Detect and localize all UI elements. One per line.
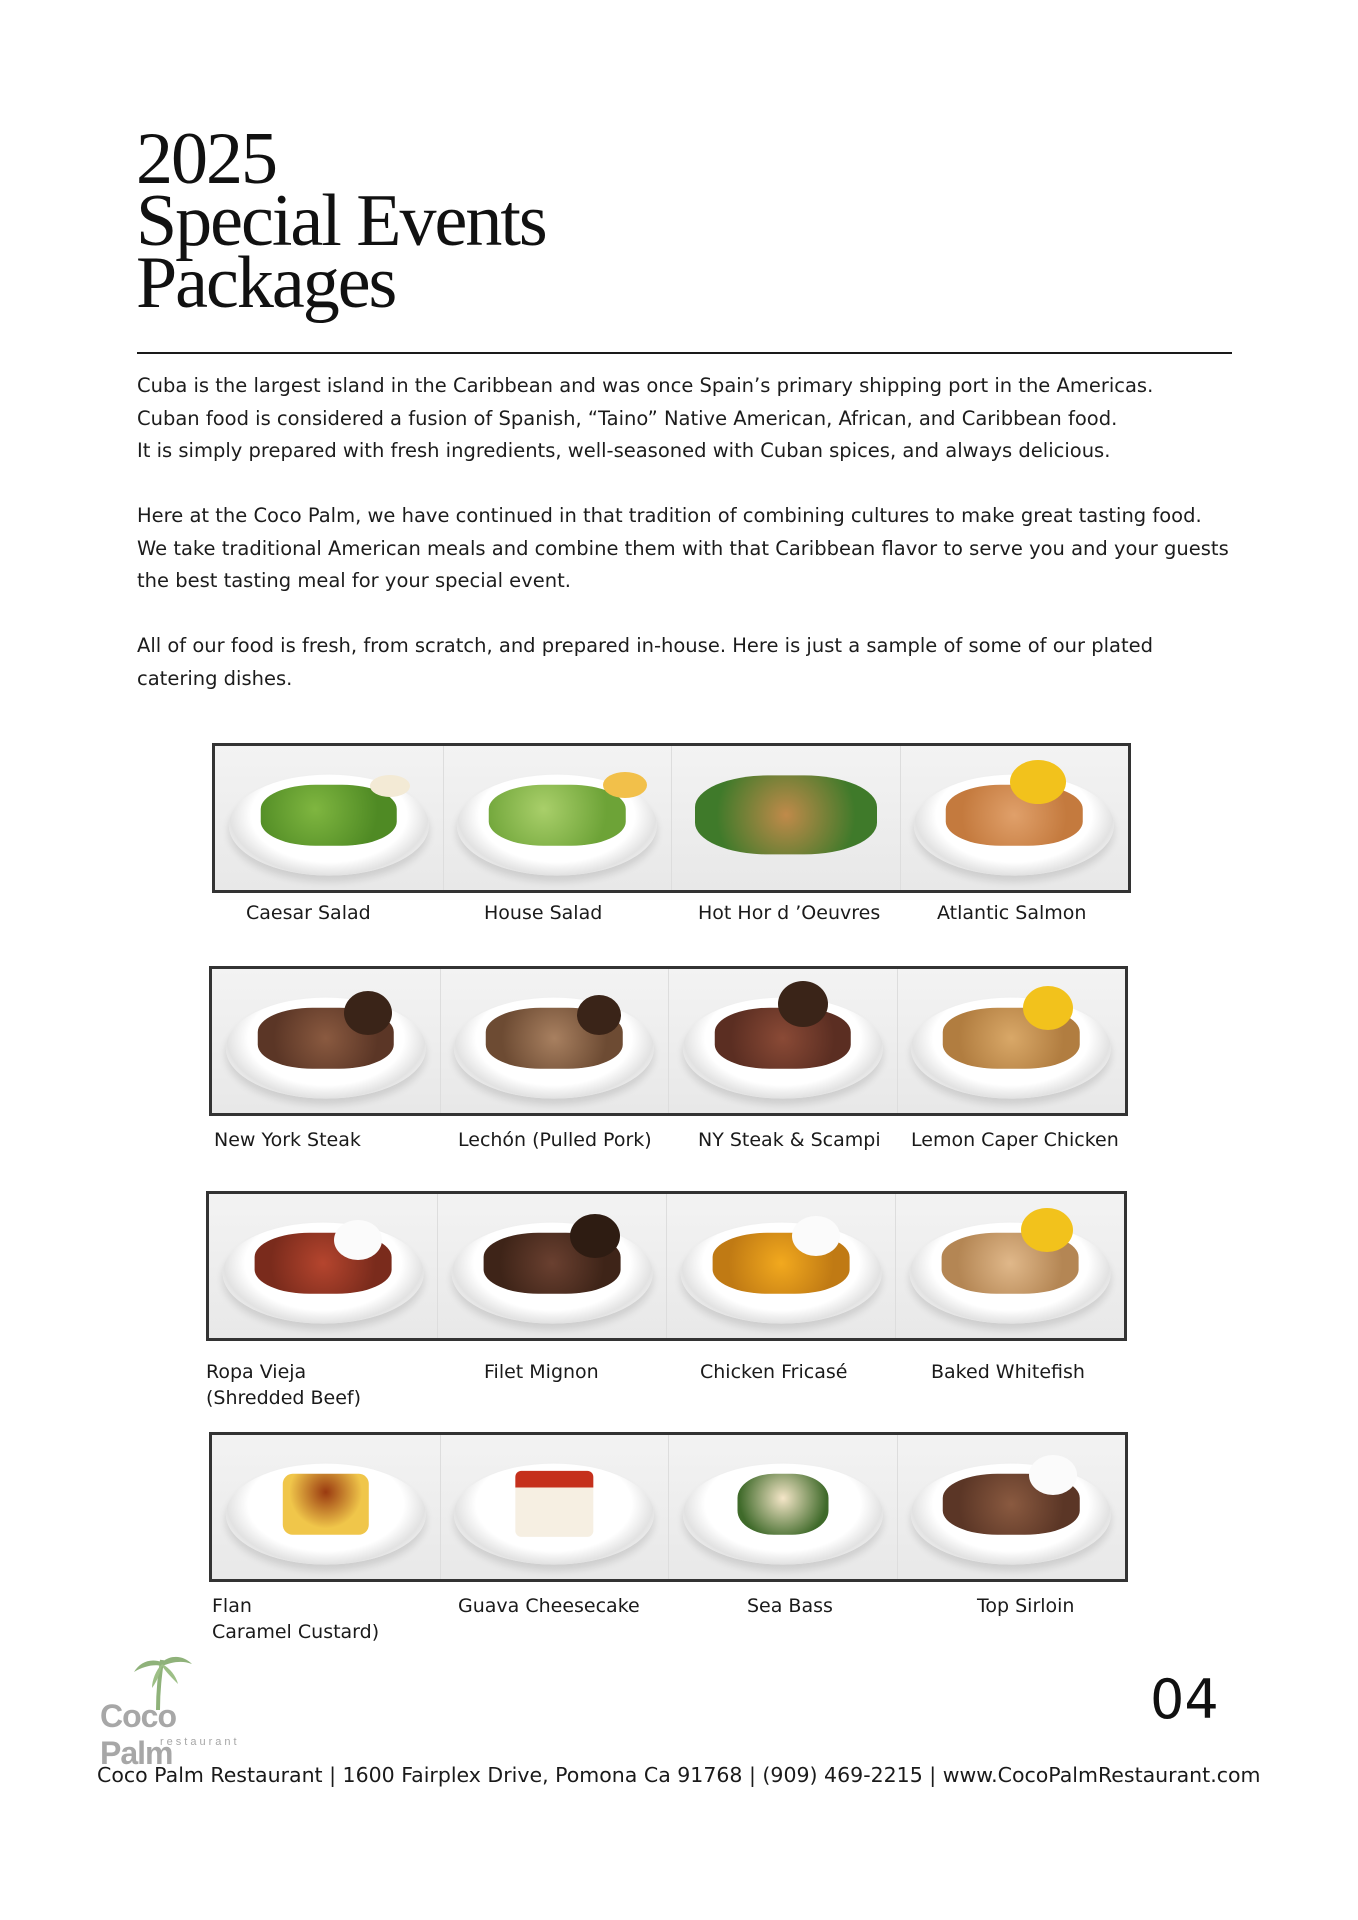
ny-steak-scampi-photo [669,969,898,1113]
dish-label: Sea Bass [747,1595,833,1617]
dish-photo-row-1 [212,743,1131,893]
intro-paragraph-2 [137,500,1257,598]
dish-label: Lemon Caper Chicken [911,1129,1119,1151]
page-title [136,118,546,324]
filet-mignon-photo [438,1194,667,1338]
ropa-vieja-photo [209,1194,438,1338]
dish-photo-row-3 [206,1191,1127,1341]
intro-line: We take traditional American meals and combine them with that Caribbean flavor to serve you and your guests [137,536,1229,560]
dish-label: House Salad [484,902,603,924]
top-sirloin-photo [898,1435,1126,1579]
intro-line: the best tasting meal for your special event. [137,569,571,592]
flan-photo [212,1435,441,1579]
title-year: 2025 [136,118,276,200]
dish-label: NY Steak & Scampi [698,1129,881,1151]
dish-photo-row-4 [209,1432,1128,1582]
logo-wordmark: Coco Palm [100,1698,176,1771]
dish-label: New York Steak [214,1129,361,1151]
lemon-caper-chicken-photo [898,969,1126,1113]
dish-label: Caesar Salad [246,902,371,924]
dish-label: Filet Mignon [484,1361,599,1383]
intro-paragraph-3 [137,630,1257,695]
dish-label: Lechón (Pulled Pork) [458,1129,652,1151]
title-line-2: Special Events [136,180,546,262]
dish-label: Top Sirloin [977,1595,1075,1617]
intro-line: It is simply prepared with fresh ingredients, well-seasoned with Cuban spices, and always delicious. [137,439,1111,462]
atlantic-salmon-photo [901,746,1129,890]
dish-label: Chicken Fricasé [700,1361,848,1383]
footer-contact: Coco Palm Restaurant | 1600 Fairplex Drive, Pomona Ca 91768 | (909) 469-2215 | www.CocoPalmRestaurant.com [97,1763,1261,1787]
guava-cheesecake-photo [441,1435,670,1579]
caesar-salad-photo [215,746,444,890]
intro-line: catering dishes. [137,666,293,690]
intro-line: Cuban food is considered a fusion of Spanish, “Taino” Native American, African, and Caribbean food. [137,406,1118,430]
intro-text [137,370,1257,728]
dish-label: Guava Cheesecake [458,1595,640,1617]
logo-tagline: restaurant [160,1736,240,1748]
intro-line: Here at the Coco Palm, we have continued in that tradition of combining cultures to make great tasting food. [137,504,1202,527]
house-salad-photo [444,746,673,890]
intro-line: All of our food is fresh, from scratch, and prepared in-house. Here is just a sample of some of our plated [137,634,1153,657]
page-number: 04 [1150,1668,1219,1731]
baked-whitefish-photo [896,1194,1124,1338]
new-york-steak-photo [212,969,441,1113]
chicken-fricase-photo [667,1194,896,1338]
dish-label: Ropa Vieja (Shredded Beef) [206,1361,362,1409]
title-divider [137,352,1232,354]
coco-palm-logo [100,1650,250,1771]
lechon-photo [441,969,670,1113]
intro-paragraph-1 [137,370,1257,468]
dish-label: Baked Whitefish [931,1361,1085,1383]
dish-label: Hot Hor d ’Oeuvres [698,902,881,924]
dish-photo-row-2 [209,966,1128,1116]
dish-label: Flan Caramel Custard) [212,1595,380,1643]
hot-hors-doeuvres-photo [672,746,901,890]
intro-line: Cuba is the largest island in the Caribbean and was once Spain’s primary shipping port in the Americas. [137,374,1154,397]
title-line-3: Packages [136,242,396,324]
sea-bass-photo [669,1435,898,1579]
dish-label: Atlantic Salmon [937,902,1087,924]
